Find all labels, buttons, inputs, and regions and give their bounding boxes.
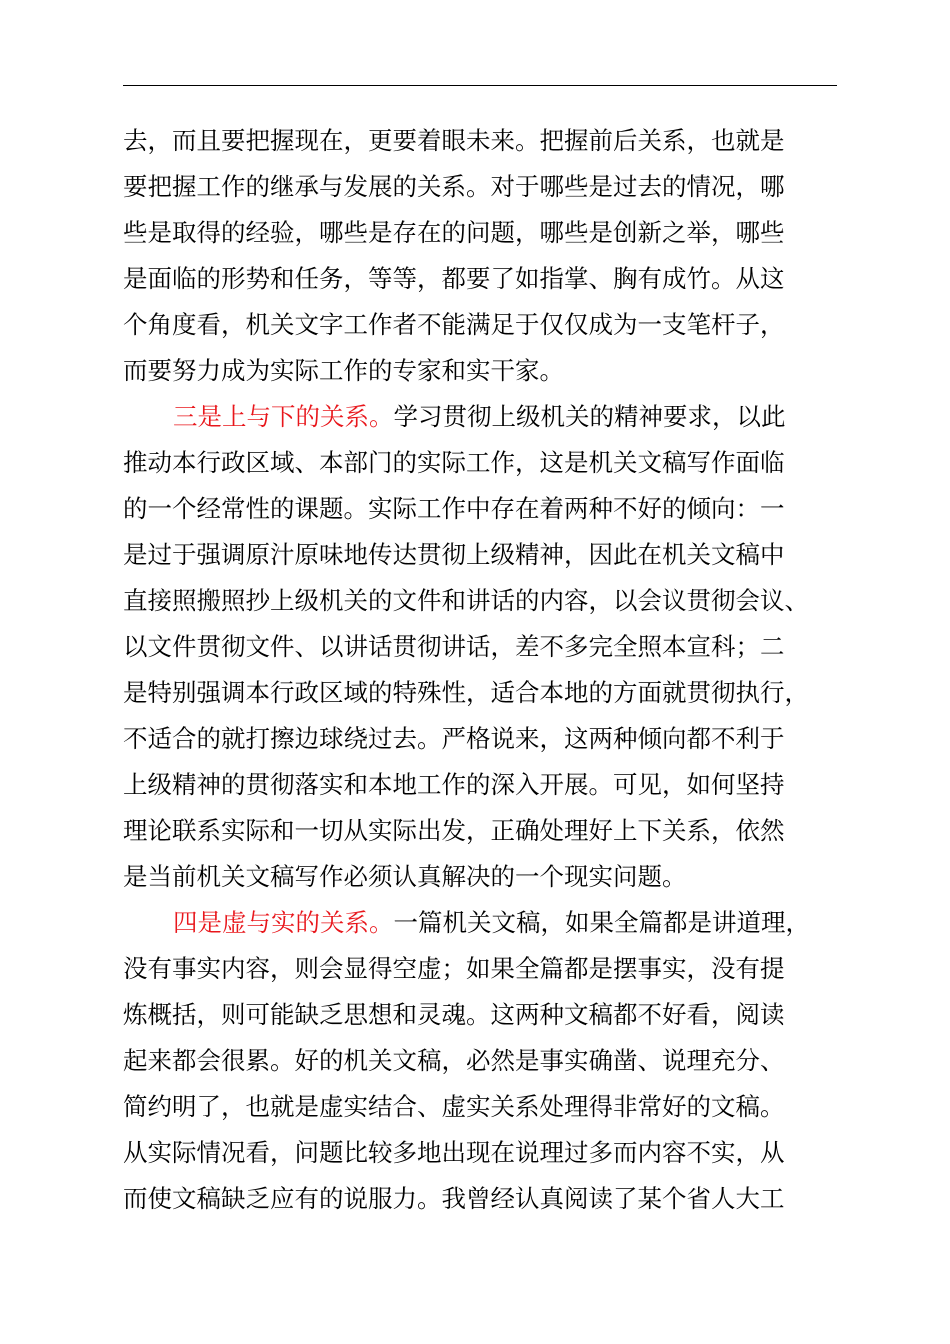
text-line [123, 1038, 863, 1084]
line-text: 是特别强调本行政区域的特殊性，适合本地的方面就贯彻执行， [123, 678, 809, 707]
text-line [123, 808, 863, 854]
text-line [123, 210, 863, 256]
text-line [123, 118, 863, 164]
text-line [123, 762, 863, 808]
line-text: 以文件贯彻文件、以讲话贯彻讲话，差不多完全照本宣科；二 [123, 632, 785, 661]
line-text: 不适合的就打擦边球绕过去。严格说来，这两种倾向都不利于 [123, 724, 785, 753]
header-rule [123, 85, 837, 86]
text-line [123, 624, 863, 670]
text-line [123, 1176, 863, 1222]
section-heading: 三是上与下的关系。 [173, 402, 394, 431]
paragraph-start-line [123, 900, 863, 946]
text-line [123, 716, 863, 762]
line-text: 推动本行政区域、本部门的实际工作，这是机关文稿写作面临 [123, 448, 785, 477]
line-text: 从实际情况看，问题比较多地出现在说理过多而内容不实，从 [123, 1138, 785, 1167]
line-text: 去，而且要把握现在，更要着眼未来。把握前后关系，也就是 [123, 126, 785, 155]
line-text: 简约明了，也就是虚实结合、虚实关系处理得非常好的文稿。 [123, 1092, 785, 1121]
body-text [123, 118, 863, 1222]
line-text: 一篇机关文稿，如果全篇都是讲道理， [393, 908, 810, 937]
line-text: 上级精神的贯彻落实和本地工作的深入开展。可见，如何坚持 [123, 770, 785, 799]
line-text: 些是取得的经验，哪些是存在的问题，哪些是创新之举，哪些 [123, 218, 785, 247]
text-line [123, 1130, 863, 1176]
line-text: 直接照搬照抄上级机关的文件和讲话的内容，以会议贯彻会议、 [123, 586, 809, 615]
text-line [123, 578, 863, 624]
text-line [123, 854, 863, 900]
line-text: 炼概括，则可能缺乏思想和灵魂。这两种文稿都不好看，阅读 [123, 1000, 785, 1029]
paragraph-start-line [123, 394, 863, 440]
line-text: 是当前机关文稿写作必须认真解决的一个现实问题。 [123, 862, 687, 891]
line-text: 理论联系实际和一切从实际出发，正确处理好上下关系，依然 [123, 816, 785, 845]
text-line [123, 164, 863, 210]
line-text: 要把握工作的继承与发展的关系。对于哪些是过去的情况，哪 [123, 172, 785, 201]
text-line [123, 670, 863, 716]
text-line [123, 440, 863, 486]
line-text: 没有事实内容，则会显得空虚；如果全篇都是摆事实，没有提 [123, 954, 785, 983]
text-line [123, 992, 863, 1038]
line-text: 起来都会很累。好的机关文稿，必然是事实确凿、说理充分、 [123, 1046, 785, 1075]
line-text: 而要努力成为实际工作的专家和实干家。 [123, 356, 564, 385]
text-line [123, 256, 863, 302]
line-text: 而使文稿缺乏应有的说服力。我曾经认真阅读了某个省人大工 [123, 1184, 785, 1213]
line-text: 个角度看，机关文字工作者不能满足于仅仅成为一支笔杆子， [123, 310, 785, 339]
line-text: 是过于强调原汁原味地传达贯彻上级精神，因此在机关文稿中 [123, 540, 785, 569]
text-line [123, 1084, 863, 1130]
text-line [123, 302, 863, 348]
text-line [123, 486, 863, 532]
text-line [123, 946, 863, 992]
line-text: 是面临的形势和任务，等等，都要了如指掌、胸有成竹。从这 [123, 264, 785, 293]
text-line [123, 532, 863, 578]
section-heading: 四是虚与实的关系。 [173, 908, 394, 937]
text-line [123, 348, 863, 394]
line-text: 学习贯彻上级机关的精神要求，以此 [393, 402, 786, 431]
line-text: 的一个经常性的课题。实际工作中存在着两种不好的倾向：一 [123, 494, 785, 523]
